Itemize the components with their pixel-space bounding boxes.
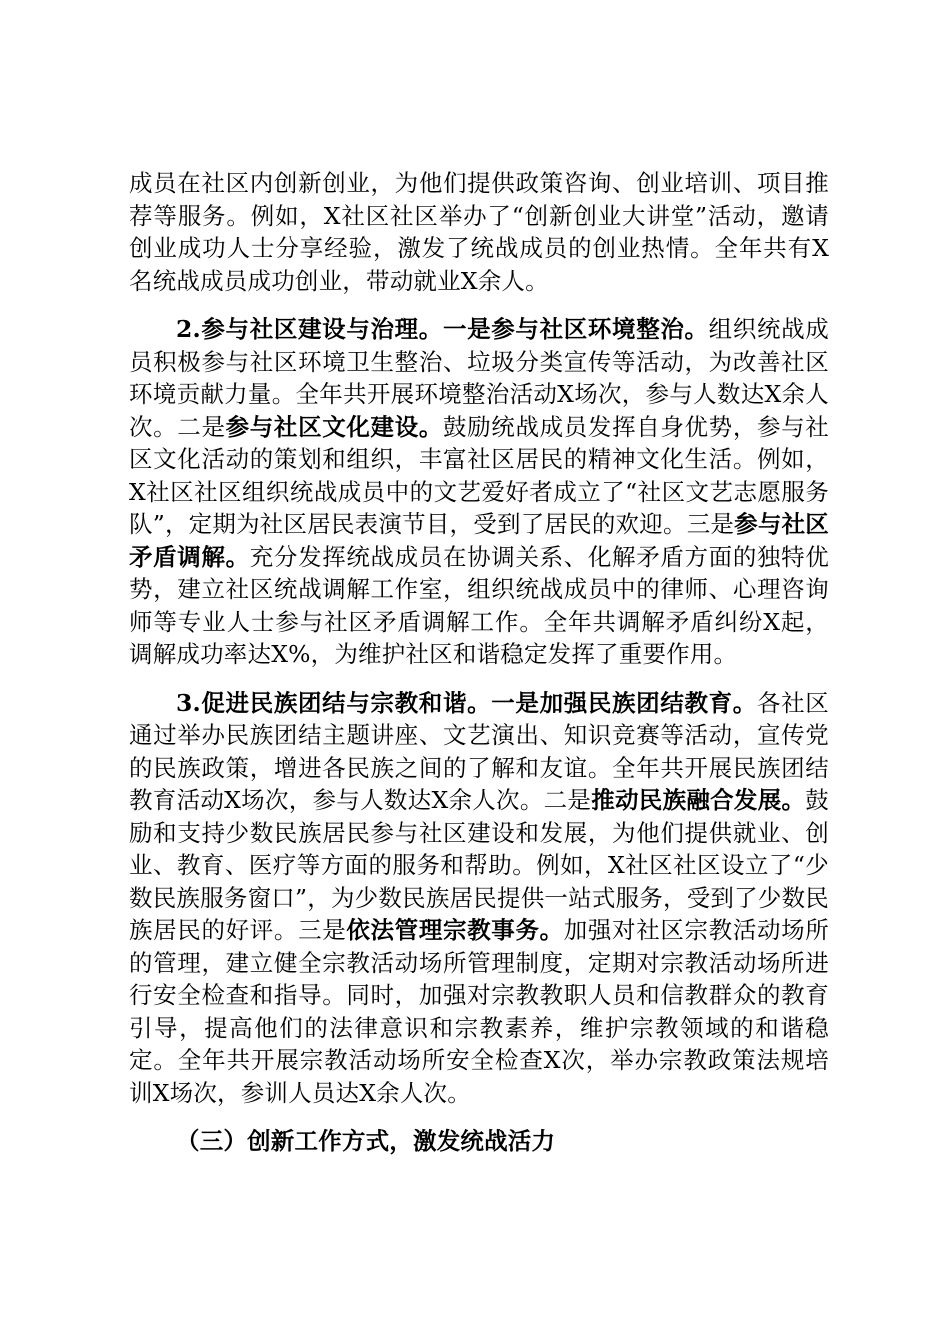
paragraph-text: 各社区通过举办民族团结主题讲座、文艺演出、知识竞赛等活动，宣传党的民族政策，增进各民族之间的了解和友谊。全年共开展民族团结教育活动X场次，参与人数达X余人次。二是 <box>129 688 829 814</box>
paragraph-text: 充分发挥统战成员在协调关系、化解矛盾方面的独特优势，建立社区统战调解工作室，组织统战成员中的律师、心理咨询师等专业人士参与社区矛盾调解工作。全年共调解矛盾纠纷X起，调解成功率达X%，为维护社区和谐稳定发挥了重要作用。 <box>129 542 829 668</box>
paragraph-text: 鼓励和支持少数民族居民参与社区建设和发展，为他们提供就业、创业、教育、医疗等方面的服务和帮助。例如，X社区社区设立了“少数民族服务窗口”，为少数民族居民提供一站式服务，受到了少数民族居民的好评。三是 <box>129 786 829 944</box>
section-lead-bold: 3.促进民族团结与宗教和谐。一是加强民族团结教育。 <box>176 688 757 717</box>
paragraph-text: 组织统战成员积极参与社区环境卫生整治、垃圾分类宣传等活动，为改善社区环境贡献力量。全年共开展环境整治活动X场次，参与人数达X余人次。二是 <box>129 315 829 441</box>
bold-phrase: 参与社区矛盾调解。 <box>129 510 829 571</box>
paragraph-text: 成员在社区内创新创业，为他们提供政策咨询、创业培训、项目推荐等服务。例如，X社区社区举办了“创新创业大讲堂”活动，邀请创业成功人士分享经验，激发了统战成员的创业热情。全年共有X名统战成员成功创业，带动就业X余人。 <box>129 169 829 295</box>
section-heading-innovation: （三）创新工作方式，激发统战活力 <box>176 1127 556 1155</box>
paragraph-community-governance <box>129 313 829 671</box>
bold-phrase: 依法管理宗教事务。 <box>346 916 564 944</box>
bold-phrase: 推动民族融合发展。 <box>591 786 806 814</box>
paragraph-entrepreneurship-continued <box>129 167 829 297</box>
document-body <box>129 167 829 1158</box>
bold-phrase: 参与社区文化建设。 <box>225 412 443 441</box>
section-lead-bold: 2.参与社区建设与治理。一是参与社区环境整治。 <box>176 315 709 343</box>
paragraph-ethnic-religious-harmony <box>129 687 829 1110</box>
paragraph-text: 鼓励统战成员发挥自身优势，参与社区文化活动的策划和组织，丰富社区居民的精神文化生活。例如，X社区社区组织统战成员中的文艺爱好者成立了“社区文艺志愿服务队”，定期为社区居民表演节目，受到了居民的欢迎。三是 <box>129 412 829 538</box>
paragraph-text: 加强对社区宗教活动场所的管理，建立健全宗教活动场所管理制度，定期对宗教活动场所进行安全检查和指导。同时，加强对宗教教职人员和信教群众的教育引导，提高他们的法律意识和宗教素养，维护宗教领域的和谐稳定。全年共开展宗教活动场所安全检查X次，举办宗教政策法规培训X场次，参训人员达X余人次。 <box>129 916 829 1107</box>
